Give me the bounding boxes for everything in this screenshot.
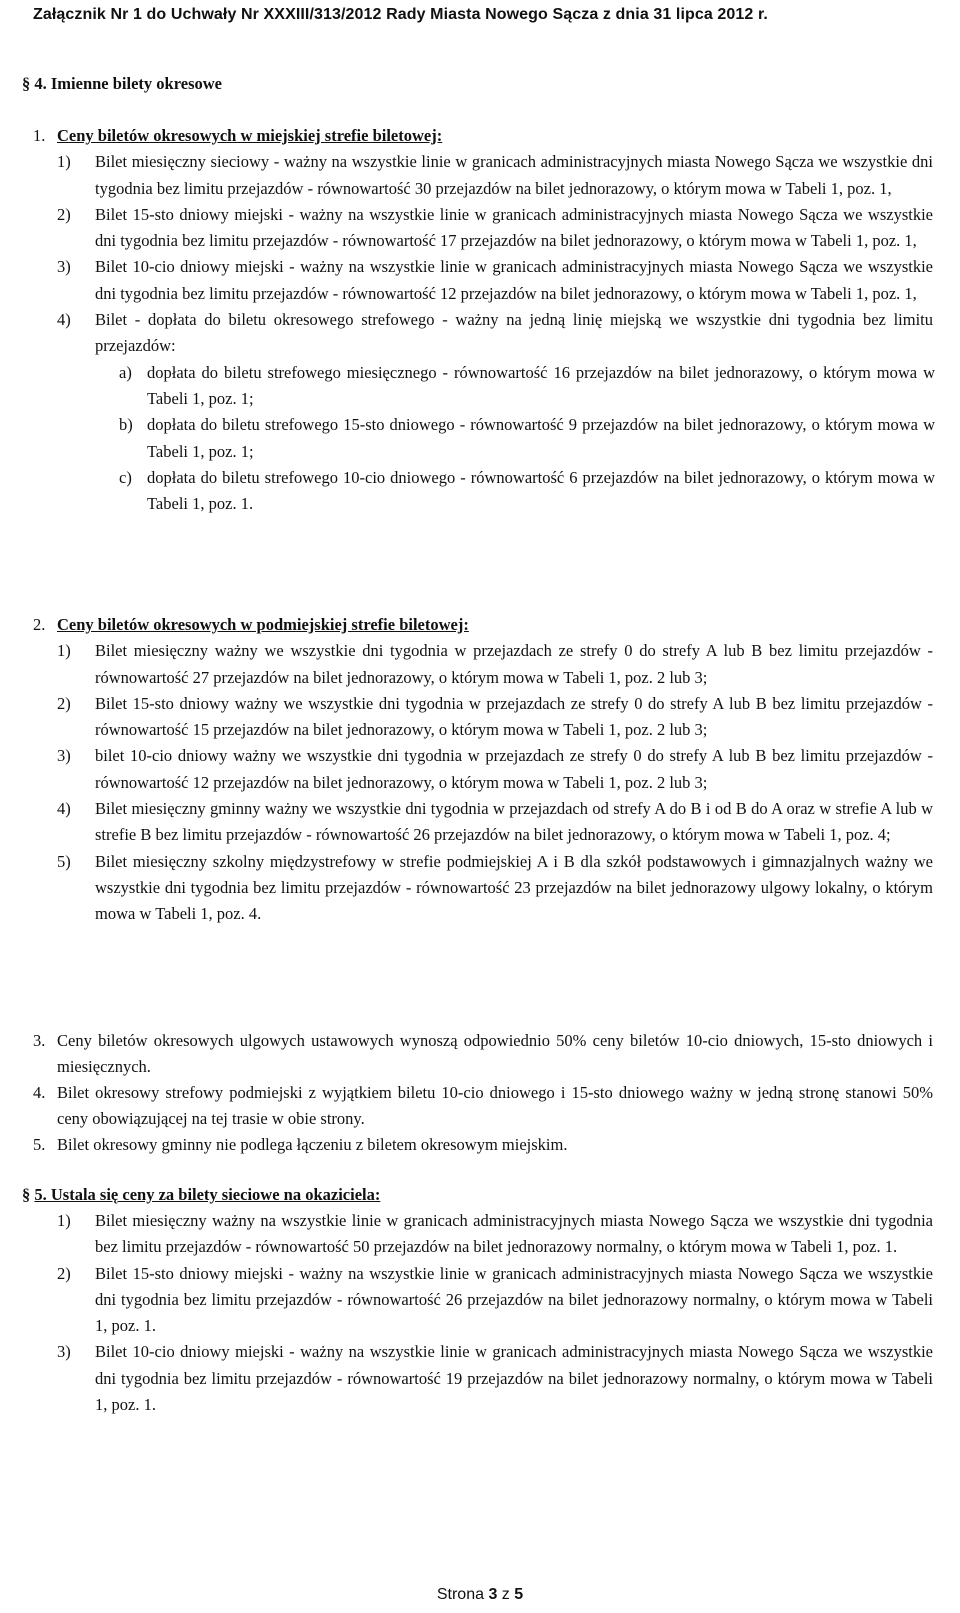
list-item-text: Bilet 10-cio dniowy miejski - ważny na wszystkie linie w granicach administracyjnych miasta Nowego Sącza we wszystkie dni tygodnia bez limitu przejazdów - równowartość 12 przejazdów na bilet jednorazowy, o którym mowa w Tabeli 1, poz. 1, [95, 257, 933, 303]
sub-list-item [119, 360, 935, 413]
paragraph-number: 3. [33, 1031, 46, 1050]
list-item-number: b) [119, 415, 133, 435]
list-item-number: 3) [57, 257, 71, 277]
list-item-number: 3) [57, 1342, 71, 1362]
list-item-number: c) [119, 467, 132, 487]
paragraph-text: Bilet okresowy gminny nie podlega łączeniu z biletem okresowym miejskim. [57, 1135, 568, 1154]
section-5-title: 5. Ustala się ceny za bilety sieciowe na okaziciela: [34, 1185, 381, 1204]
list-item [57, 1208, 933, 1261]
paragraph-text: Ceny biletów okresowych ulgowych ustawowych wynoszą odpowiednio 50% ceny biletów 10-cio dniowych, 15-sto dniowych i miesięcznych. [57, 1031, 933, 1077]
list-item-text: dopłata do biletu strefowego 10-cio dniowego - równowartość 6 przejazdów na bilet jednorazowy, o którym mowa w Tabeli 1, poz. 1. [147, 467, 935, 514]
list-item-text: Bilet 10-cio dniowy miejski - ważny na wszystkie linie w granicach administracyjnych miasta Nowego Sącza we wszystkie dni tygodnia bez limitu przejazdów - równowartość 19 przejazdów na bilet jednorazowy normalny, o którym mowa w Tabeli 1, poz. 1. [95, 1342, 933, 1415]
list-item [57, 691, 933, 744]
list-item-text: dopłata do biletu strefowego miesięcznego - równowartość 16 przejazdów na bilet jednorazowy, o którym mowa w Tabeli 1, poz. 1; [147, 362, 935, 408]
list-item-number: 2) [57, 204, 71, 224]
list-item-text: bilet 10-cio dniowy ważny we wszystkie dni tygodnia w przejazdach ze strefy 0 do strefy A lub B bez limitu przejazdów - równowartość 12 przejazdów na bilet jednorazowy, o którym mowa w Tabeli 1, poz. 2 lub 3; [95, 746, 933, 792]
list-item-number: 1) [57, 152, 71, 172]
paragraph-heading: Ceny biletów okresowych w miejskiej strefie biletowej: [57, 126, 443, 145]
list-item-text: Bilet - dopłata do biletu okresowego strefowego - ważny na jedną linię miejską we wszystkie dni tygodnia bez limitu przejazdów: [95, 310, 933, 356]
section-4-title: 4. Imienne bilety okresowe [34, 74, 222, 93]
sub-list-item [119, 412, 935, 465]
list-item [57, 849, 933, 928]
footer-page-number: 3 [488, 1586, 498, 1603]
list-item-text: Bilet miesięczny ważny na wszystkie linie w granicach administracyjnych miasta Nowego Sącza we wszystkie dni tygodnia bez limitu przejazdów - równowartość 50 przejazdów na bilet jednorazowy normalny, o którym mowa w Tabeli 1, poz. 1. [95, 1211, 933, 1257]
list-item [57, 1261, 933, 1340]
list-item-number: 2) [57, 693, 71, 713]
list-item [57, 796, 933, 849]
page-footer [0, 1586, 960, 1604]
paragraph-number: 4. [33, 1083, 46, 1102]
list-item-number: 5) [57, 851, 71, 871]
list-item-number: 1) [57, 1211, 71, 1230]
section-4-heading [22, 71, 222, 97]
paragraph-4 [33, 1080, 933, 1133]
paragraph-2 [33, 612, 933, 928]
section-sign-icon: § [22, 74, 31, 93]
list-item-text: Bilet 15-sto dniowy miejski - ważny na wszystkie linie w granicach administracyjnych miasta Nowego Sącza we wszystkie dni tygodnia bez limitu przejazdów - równowartość 17 przejazdów na bilet jednorazowy, o którym mowa w Tabeli 1, poz. 1, [95, 204, 933, 251]
list-item-text: Bilet miesięczny gminny ważny we wszystkie dni tygodnia w przejazdach od strefy A do B i od B do A oraz w strefie A lub w strefie B bez limitu przejazdów - równowartość 26 przejazdów na bilet jednorazowy, o którym mowa w Tabeli 1, poz. 4; [95, 799, 933, 845]
section-5-list [33, 1208, 933, 1418]
paragraph-number: 5. [33, 1135, 46, 1154]
list-item-number: 4) [57, 310, 71, 330]
list-item-number: 1) [57, 641, 71, 661]
list-item-text: dopłata do biletu strefowego 15-sto dniowego - równowartość 9 przejazdów na bilet jednorazowy, o którym mowa w Tabeli 1, poz. 1; [147, 415, 935, 461]
paragraph-1 [33, 123, 933, 517]
list-item-text: Bilet miesięczny sieciowy - ważny na wszystkie linie w granicach administracyjnych miasta Nowego Sącza we wszystkie dni tygodnia bez limitu przejazdów - równowartość 30 przejazdów na bilet jednorazowy, o którym mowa w Tabeli 1, poz. 1, [95, 152, 933, 198]
list-item-number: a) [119, 362, 132, 382]
list-item [57, 202, 933, 255]
section-sign-icon: § [22, 1185, 31, 1204]
list-item-number: 3) [57, 746, 71, 766]
list-item-number: 2) [57, 1263, 71, 1283]
list-item-text: Bilet 15-sto dniowy ważny we wszystkie dni tygodnia w przejazdach ze strefy 0 do strefy A lub B bez limitu przejazdów - równowartość 15 przejazdów na bilet jednorazowy, o którym mowa w Tabeli 1, poz. 2 lub 3; [95, 693, 933, 740]
list-item [57, 254, 933, 307]
paragraph-number: 1. [33, 126, 46, 145]
list-item [57, 307, 933, 360]
sub-list-item [119, 465, 935, 518]
list-item [57, 743, 933, 796]
list-item-number: 4) [57, 799, 71, 819]
paragraph-text: Bilet okresowy strefowy podmiejski z wyjątkiem biletu 10-cio dniowego i 15-sto dniowego ważny w jedną stronę stanowi 50% ceny obowiązującej na tej trasie w obie strony. [57, 1083, 933, 1129]
section-5-heading [22, 1182, 380, 1208]
footer-separator: z [501, 1586, 510, 1603]
paragraph-number: 2. [33, 615, 46, 634]
paragraph-3 [33, 1028, 933, 1081]
footer-total-pages: 5 [514, 1586, 524, 1603]
list-item-text: Bilet miesięczny ważny we wszystkie dni tygodnia w przejazdach ze strefy 0 do strefy A lub B bez limitu przejazdów - równowartość 27 przejazdów na bilet jednorazowy, o którym mowa w Tabeli 1, poz. 2 lub 3; [95, 641, 933, 687]
paragraph-heading: Ceny biletów okresowych w podmiejskiej strefie biletowej: [57, 615, 469, 634]
list-item [57, 638, 933, 691]
list-item [57, 1339, 933, 1418]
list-item-text: Bilet 15-sto dniowy miejski - ważny na wszystkie linie w granicach administracyjnych miasta Nowego Sącza we wszystkie dni tygodnia bez limitu przejazdów - równowartość 26 przejazdów na bilet jednorazowy normalny, o którym mowa w Tabeli 1, poz. 1. [95, 1263, 933, 1336]
footer-prefix: Strona [436, 1586, 484, 1603]
document-header: Załącznik Nr 1 do Uchwały Nr XXXIII/313/2012 Rady Miasta Nowego Sącza z dnia 31 lipca 2012 r. [33, 6, 768, 23]
list-item-text: Bilet miesięczny szkolny międzystrefowy w strefie podmiejskiej A i B dla szkół podstawowych i gimnazjalnych ważny we wszystkie dni tygodnia bez limitu przejazdów - równowartość 23 przejazdów na bilet jednorazowy ulgowy lokalny, o którym mowa w Tabeli 1, poz. 4. [95, 851, 933, 924]
list-item [57, 149, 933, 202]
paragraph-5 [33, 1132, 933, 1158]
